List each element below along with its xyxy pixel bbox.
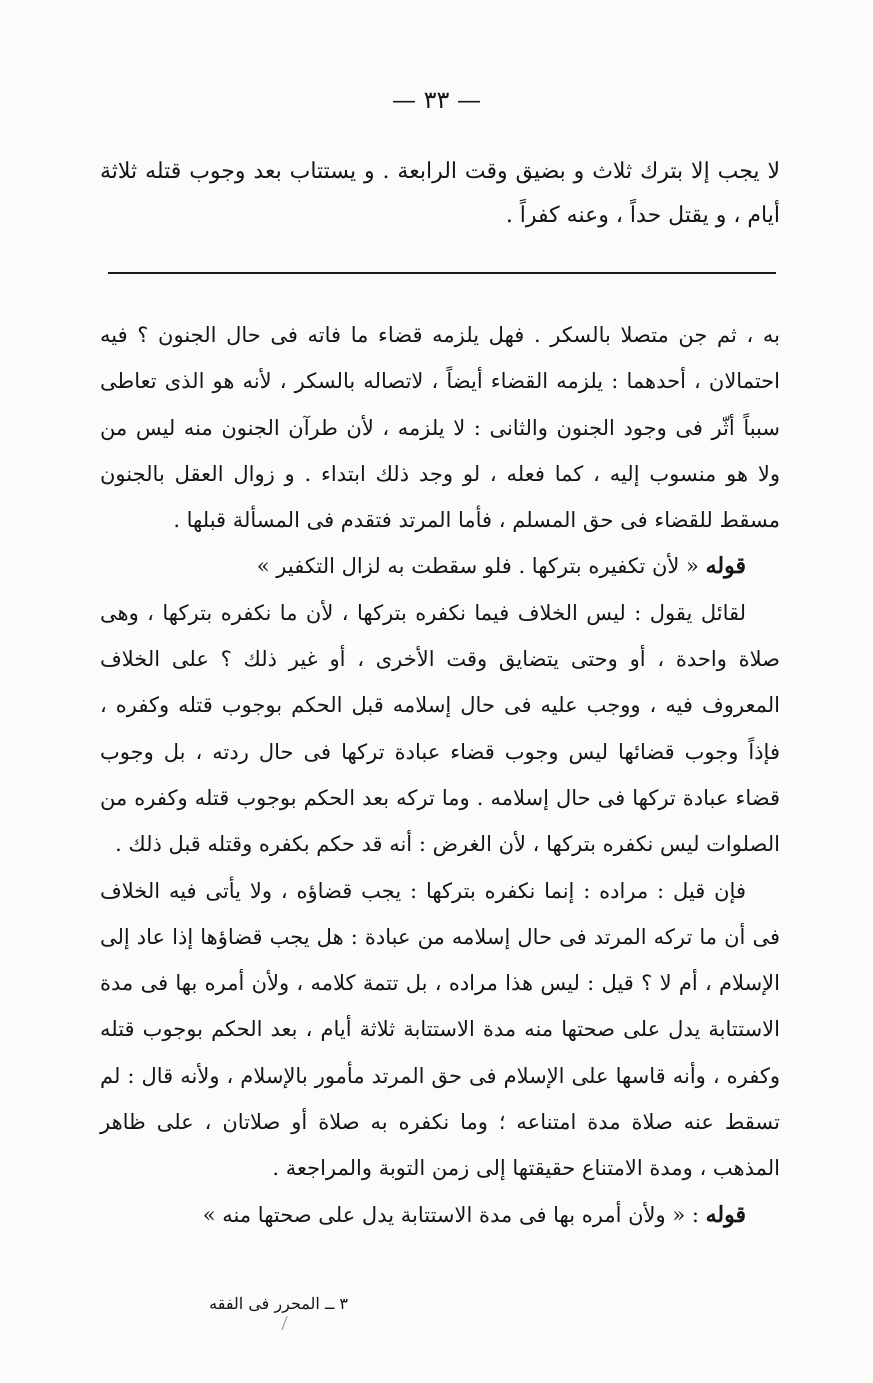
footer-signature: ٣ ــ المحرر فى الفقه (209, 1294, 348, 1313)
quote-text: « لأن تكفيره بتركها . فلو سقطت به لزال التكفير » (256, 554, 699, 579)
commentary-paragraph: فإن قيل : مراده : إنما نكفره بتركها : يجب قضاؤه ، ولا يأتى فيه الخلاف فى أن ما تركه المرتد فى حال إسلامه من عبادة : هل يجب قضاؤها إذا عاد إلى الإسلام ، أم لا ؟ قيل : ليس هذا مراده ، بل تتمة كلامه ، ولأن أمره بها فى مدة الاستتابة يدل على صحتها منه مدة الاستتابة ثلاثة أيام ، بعد الحكم بوجوب قتله وكفره ، وأنه قاسها على الإسلام فى حق المرتد مأمور بالإسلام ، ولأنه قال : لم تسقط عنه صلاة مدة امتناعه ؛ وما نكفره به صلاة أو صلاتان ، على ظاهر المذهب ، ومدة الامتناع حقيقتها إلى زمن التوبة والمراجعة . (100, 878, 780, 1181)
quote-keyword: قوله (705, 553, 746, 580)
quote-text: : « ولأن أمره بها فى مدة الاستتابة يدل على صحتها منه » (202, 1202, 699, 1227)
page-number: — ٣٣ — (391, 86, 482, 114)
main-text: لا يجب إلا بترك ثلاث و بضيق وقت الرابعة . و يستتاب بعد وجوب قتله ثلاثة أيام ، و يقتل حداً ، وعنه كفراً . (100, 159, 780, 228)
quote-heading (100, 543, 780, 589)
commentary-paragraph: به ، ثم جن متصلا بالسكر . فهل يلزمه قضاء ما فاته فى حال الجنون ؟ فيه احتمالان ، أحدهما : يلزمه القضاء أيضاً ، لاتصاله بالسكر ، لأنه هو الذى تعاطى سبباً أثّر فى وجود الجنون والثانى : لا يلزمه ، لأن طرآن الجنون منه ليس من ولا هو منسوب إليه ، كما فعله ، لو وجد ذلك ابتداء . و زوال العقل بالجنون مسقط للقضاء فى حق المسلم ، فأما المرتد فتقدم فى المسألة قبلها . (100, 323, 780, 533)
commentary (100, 312, 780, 1238)
pen-mark (281, 1316, 297, 1330)
commentary-paragraph: لقائل يقول : ليس الخلاف فيما نكفره بتركها ، لأن ما نكفره بتركها ، وهى صلاة واحدة ، أو وحتى يتضايق وقت الأخرى ، أو غير ذلك ؟ على الخلاف المعروف فيه ، ووجب عليه فى حال إسلامه قبل الحكم بوجوب قتله وكفره ، فإذاً وجوب قضائها ليس وجوب قضاء عبادة تركها فى حال ردته ، بل وجوب قضاء عبادة تركها فى حال إسلامه . وما تركه بعد الحكم بوجوب قتله وكفره من الصلوات ليس نكفره بتركها ، لأن الغرض : أنه قد حكم بكفره وقتله قبل ذلك . (100, 600, 780, 857)
quote-keyword: قوله (705, 1201, 746, 1228)
divider-line (108, 272, 776, 274)
quote-heading (100, 1192, 780, 1238)
